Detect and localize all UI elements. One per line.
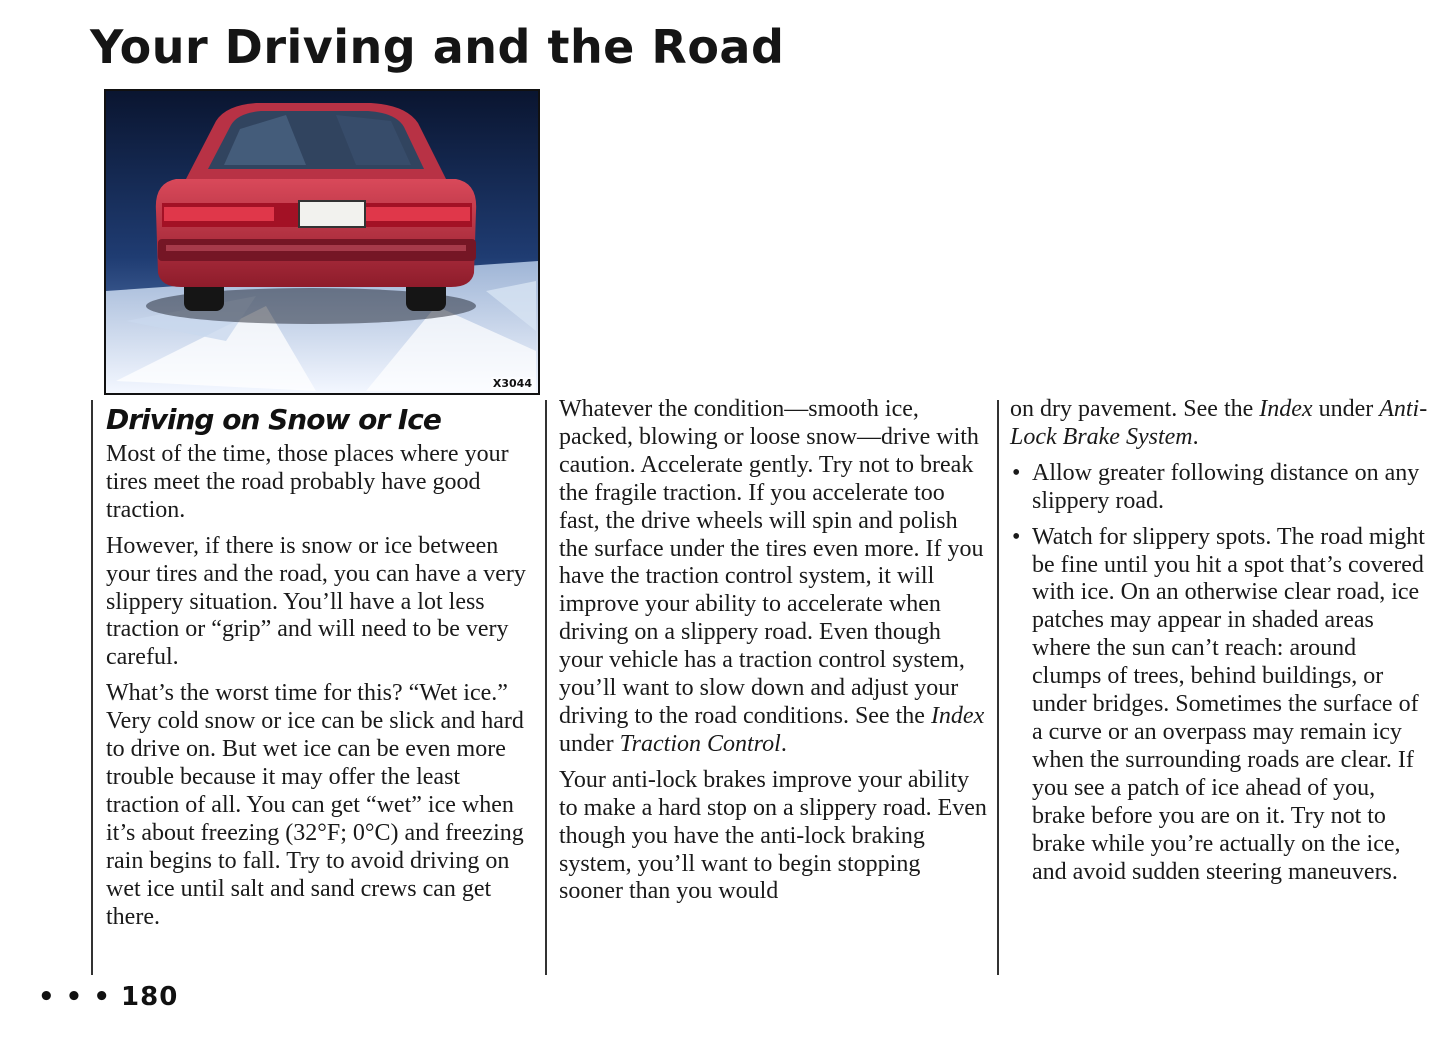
sentence-end: . bbox=[780, 730, 787, 757]
sentence-end: . bbox=[1192, 423, 1199, 450]
text-column-1 bbox=[106, 403, 534, 939]
page-number: • • • 180 bbox=[38, 982, 179, 1012]
bullet-icon: • bbox=[1012, 523, 1021, 550]
paragraph-drive-with-caution bbox=[559, 396, 987, 759]
tips-list bbox=[1010, 460, 1430, 887]
list-item-text: Allow greater following distance on any slippery road. bbox=[1032, 459, 1420, 514]
index-reference: Index bbox=[1259, 396, 1313, 422]
column-divider-middle bbox=[545, 400, 547, 975]
under-text: under bbox=[559, 730, 614, 757]
index-reference: Index bbox=[930, 702, 985, 729]
page-title: Your Driving and the Road bbox=[90, 20, 785, 74]
paragraph-snow-ice-slippery: However, if there is snow or ice between your tires and the road, you can have a very slippery situation. You’ll have a lot less traction or “grip” and will need to be very careful. bbox=[106, 532, 526, 671]
figure-code: X3044 bbox=[492, 377, 532, 390]
text-column-3 bbox=[1010, 396, 1430, 894]
paragraph-traction-intro: Most of the time, those places where your tires meet the road probably have good traction. bbox=[106, 441, 509, 523]
list-item bbox=[1010, 460, 1430, 516]
list-item-text: Watch for slippery spots. The road might be fine until you hit a spot that’s covered with ice. On an otherwise clear road, ice patches may appear in shaded areas where the sun can’t reach: around clumps of trees, behind buildings, or under bridges. Sometimes the surface of a curve or an overpass may remain icy when the surrounding roads are clear. If you see a patch of ice ahead of you, brake before you are on it. Try not to brake while you’re actually on the ice, and avoid sudden steering maneuvers. bbox=[1032, 523, 1425, 885]
paragraph-wet-ice: What’s the worst time for this? “Wet ice.” Very cold snow or ice can be slick and hard to drive on. But wet ice can be even more trouble because it may offer the least traction of all. You can get “wet” ice when it’s about freezing (32°F; 0°C) and freezing rain begins to fall. Try to avoid driving on wet ice until salt and sand crews can get there. bbox=[106, 680, 524, 930]
under-text: under bbox=[1318, 396, 1374, 422]
car-on-ice-illustration bbox=[104, 89, 540, 395]
text-column-2 bbox=[559, 396, 987, 914]
column-divider-left bbox=[91, 400, 93, 975]
column-divider-right bbox=[997, 400, 999, 975]
section-heading: Driving on Snow or Ice bbox=[106, 403, 441, 436]
car-rear-on-ice-illustration bbox=[106, 91, 538, 393]
paragraph-dry-pavement bbox=[1010, 396, 1430, 452]
paragraph-text: on dry pavement. See the bbox=[1010, 396, 1254, 422]
bullet-icon: • bbox=[1012, 459, 1021, 486]
paragraph-anti-lock-brakes: Your anti-lock brakes improve your ability to make a hard stop on a slippery road. Even though you have the anti-lock braking system, you’ll want to begin stopping sooner than you would bbox=[559, 766, 987, 905]
paragraph-text: Whatever the condition—smooth ice, packed, blowing or loose snow—drive with caution. Accelerate gently. Try not to break the fragile traction. If you accelerate too fast, the drive wheels will spin and polish the surface under the tires even more. If you have the traction control system, it will improve your ability to accelerate when driving on a slippery road. Even though your vehicle has a traction control system, you’ll want to slow down and adjust your driving to the road conditions. See the bbox=[559, 396, 984, 729]
traction-control-reference: Traction Control bbox=[619, 730, 781, 757]
list-item bbox=[1010, 524, 1430, 887]
anti-lock-brake-reference: Anti-Lock Brake System bbox=[1010, 396, 1428, 450]
